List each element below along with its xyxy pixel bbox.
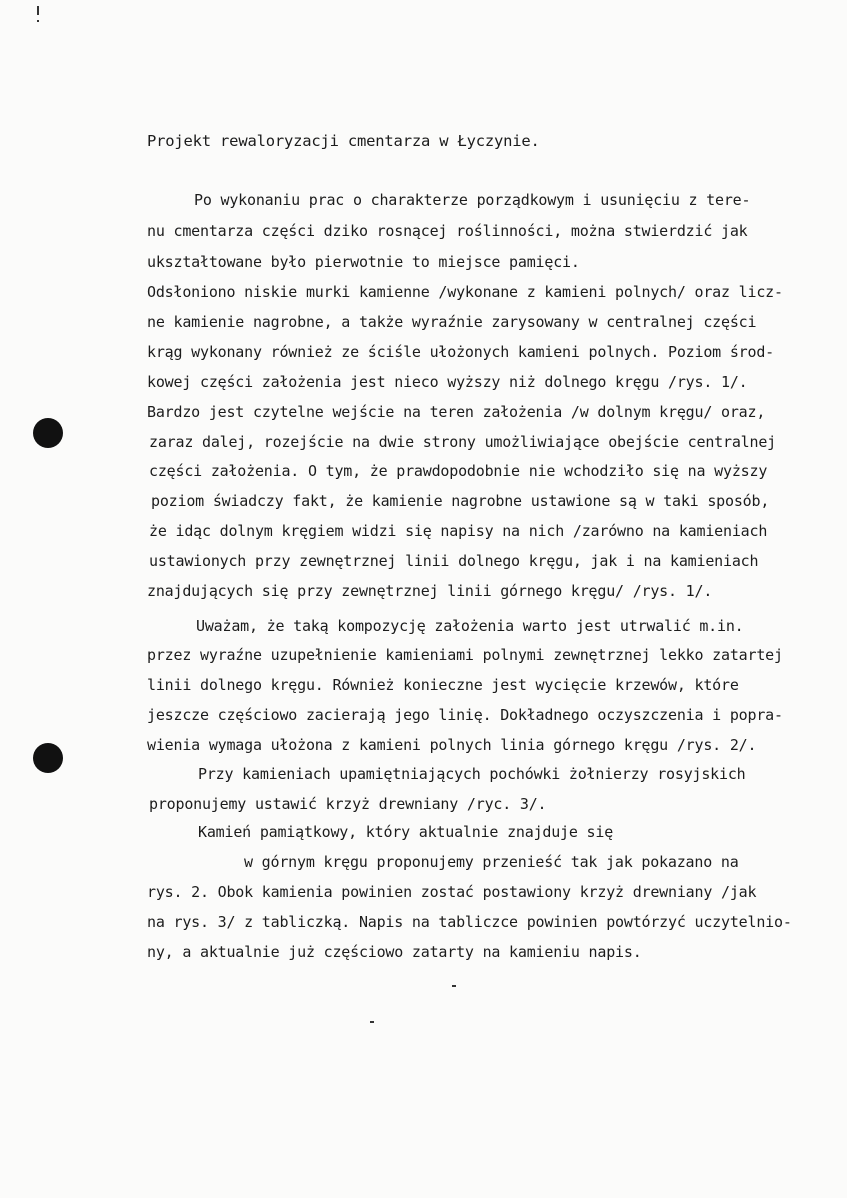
scan-mark bbox=[37, 20, 39, 22]
scan-mark bbox=[452, 985, 456, 987]
text-line: ny, a aktualnie już częściowo zatarty na kamieniu napis. bbox=[147, 943, 642, 961]
text-line: w górnym kręgu proponujemy przenieść tak jak pokazano na bbox=[244, 853, 739, 871]
text-line: Odsłoniono niskie murki kamienne /wykonane z kamieni polnych/ oraz licz- bbox=[147, 283, 783, 301]
text-line: nu cmentarza części dziko rosnącej roślinności, można stwierdzić jak bbox=[147, 222, 748, 240]
text-line: części założenia. O tym, że prawdopodobnie nie wchodziło się na wyższy bbox=[149, 462, 768, 480]
text-line: na rys. 3/ z tabliczką. Napis na tabliczce powinien powtórzyć uczytelnio- bbox=[147, 913, 792, 931]
punch-hole-top bbox=[33, 418, 63, 448]
text-line: Po wykonaniu prac o charakterze porządkowym i usunięciu z tere- bbox=[194, 191, 751, 209]
text-line: Uważam, że taką kompozycję założenia warto jest utrwalić m.in. bbox=[196, 617, 744, 635]
text-line: wienia wymaga ułożona z kamieni polnych linia górnego kręgu /rys. 2/. bbox=[147, 736, 757, 754]
text-line: rys. 2. Obok kamienia powinien zostać postawiony krzyż drewniany /jak bbox=[147, 883, 757, 901]
scan-mark bbox=[370, 1021, 374, 1023]
text-line: poziom świadczy fakt, że kamienie nagrobne ustawione są w taki sposób, bbox=[151, 492, 770, 510]
text-line: przez wyraźne uzupełnienie kamieniami polnymi zewnętrznej lekko zatartej bbox=[147, 646, 783, 664]
text-line: jeszcze częściowo zacierają jego linię. Dokładnego oczyszczenia i popra- bbox=[147, 706, 783, 724]
text-line: krąg wykonany również ze ściśle ułożonych kamieni polnych. Poziom środ- bbox=[147, 343, 774, 361]
text-line: ustawionych przy zewnętrznej linii dolnego kręgu, jak i na kamieniach bbox=[149, 552, 759, 570]
text-line: Przy kamieniach upamiętniających pochówki żołnierzy rosyjskich bbox=[198, 765, 746, 783]
text-line: proponujemy ustawić krzyż drewniany /ryc. 3/. bbox=[149, 795, 547, 813]
text-line: Bardzo jest czytelne wejście na teren założenia /w dolnym kręgu/ oraz, bbox=[147, 403, 766, 421]
document-title: Projekt rewaloryzacji cmentarza w Łyczynie. bbox=[147, 132, 540, 150]
text-line: ukształtowane było pierwotnie to miejsce pamięci. bbox=[147, 253, 580, 271]
scan-mark bbox=[37, 6, 39, 15]
text-line: kowej części założenia jest nieco wyższy niż dolnego kręgu /rys. 1/. bbox=[147, 373, 748, 391]
text-line: Kamień pamiątkowy, który aktualnie znajduje się bbox=[198, 823, 614, 841]
text-line: że idąc dolnym kręgiem widzi się napisy na nich /zarówno na kamieniach bbox=[149, 522, 768, 540]
punch-hole-bottom bbox=[33, 743, 63, 773]
text-line: zaraz dalej, rozejście na dwie strony umożliwiające obejście centralnej bbox=[149, 433, 776, 451]
text-line: znajdujących się przy zewnętrznej linii górnego kręgu/ /rys. 1/. bbox=[147, 582, 713, 600]
text-line: ne kamienie nagrobne, a także wyraźnie zarysowany w centralnej części bbox=[147, 313, 757, 331]
text-line: linii dolnego kręgu. Również konieczne jest wycięcie krzewów, które bbox=[147, 676, 739, 694]
